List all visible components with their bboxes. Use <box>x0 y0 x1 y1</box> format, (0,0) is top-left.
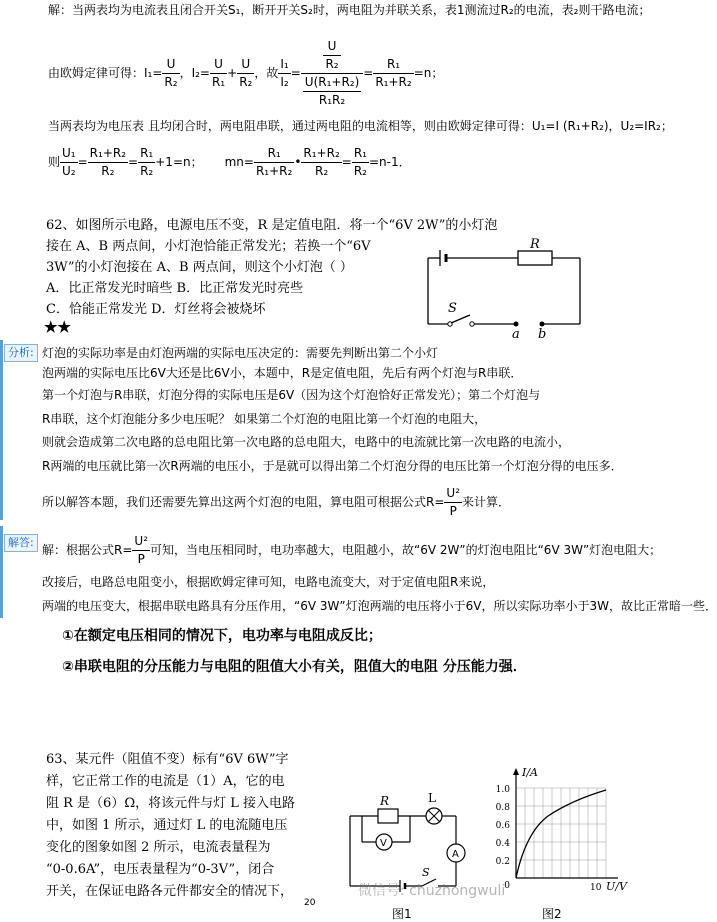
solution-line-3: 当两表均为电压表 且均闭合时，两电阻串联，通过两电阻的电流相等，则由欧姆定律可得：U₁=I (R₁+R₂)，U₂=IR₂； <box>48 119 673 133</box>
terminal-a-label: a <box>512 327 520 342</box>
frac-num: U² <box>132 533 150 551</box>
resistor-label: R <box>530 237 540 252</box>
q63-line-4: 中，如图 1 所示，通过灯 L 的电流随电压 <box>46 818 288 833</box>
analysis-label: 分析: <box>4 344 38 362</box>
eq-sign: = <box>290 65 301 80</box>
summary-point-1: ①在额定电压相同的情况下，电功率与电阻成反比； <box>62 628 382 644</box>
eq-sign-4: = <box>128 154 139 169</box>
q63-line-1: 63、某元件（阻值不变）标有“6V 6W”字 <box>46 752 289 767</box>
eq-n: =n； <box>413 65 444 80</box>
analysis-last-post: 来计算． <box>462 494 511 509</box>
frac-den: R₂ <box>353 163 367 178</box>
wechat-watermark: 微信号: chuzhongwuli <box>358 883 506 899</box>
y-axis-arrow <box>513 768 519 775</box>
frac-num: U₁ <box>60 145 78 163</box>
q62-option-cd: C．恰能正常发光 D．灯丝将会被烧坏 <box>46 302 266 317</box>
mn-text: mn= <box>224 154 254 169</box>
frac-den: R₂ <box>140 163 154 178</box>
fraction-g3 <box>352 145 369 180</box>
eq-sign-2: = <box>363 65 374 80</box>
page-number: 20 <box>304 898 316 908</box>
summary-point-2: ②串联电阻的分压能力与电阻的阻值大小有关，阻值大的电阻 分压能力强． <box>62 659 527 675</box>
frac-num: U <box>162 56 179 74</box>
fraction-f3 <box>138 145 155 180</box>
switch-contact <box>470 322 474 326</box>
answer-bar <box>0 526 3 618</box>
switch-label: S <box>448 301 457 316</box>
frac-den: R₂ <box>325 56 339 71</box>
resistor-r <box>378 809 398 823</box>
frac-den: I₂ <box>280 74 289 89</box>
q62-line-1: 62、如图所示电路，电源电压不变，R 是定值电阻．将一个“6V 2W”的小灯泡 <box>46 218 498 233</box>
switch-blade <box>451 315 470 323</box>
answer-line-2: 改接后，电路总电阻变小，根据欧姆定律可知，电路电流变大，对于定值电阻R来说， <box>42 575 495 589</box>
fraction-compound <box>301 38 364 109</box>
fraction-i1 <box>162 56 179 91</box>
q63-line-5: 变化的图象如图 2 所示，电流表量程为 <box>46 840 271 855</box>
grid <box>516 788 606 878</box>
y-tick-label: 0.2 <box>495 857 510 867</box>
i2-text: ，I₂= <box>179 65 210 80</box>
frac-num: U <box>323 38 340 56</box>
figure2-caption: 图2 <box>542 907 562 921</box>
fraction-g2 <box>301 145 341 180</box>
q62-line-3: 3W”的小灯泡接在 A、B 两点间，则这个小灯泡（ ） <box>46 260 353 275</box>
inner-frac-top <box>323 38 340 73</box>
fraction-u <box>60 145 78 180</box>
q63-line-3: 阻 R 是（6）Ω，将该元件与灯 L 接入电路 <box>46 796 295 811</box>
y-tick-label: 0.8 <box>495 803 510 813</box>
frac-den: R₂ <box>164 74 178 89</box>
frac-num: R₁ <box>373 56 413 74</box>
q63-line-2: 样，它正常工作的电流是（1）A，它的电 <box>46 774 285 789</box>
frac-num: R₁ <box>254 145 294 163</box>
frac-num: U(R₁+R₂) <box>303 74 362 92</box>
frac-num: R₁ <box>138 145 155 163</box>
frac-den: P <box>137 551 145 566</box>
q62-line-2: 接在 A、B 两点间，小灯泡恰能正常发光；若换一个“6V <box>46 239 371 254</box>
voltmeter-label: V <box>380 838 387 849</box>
frac-den: U₂ <box>62 163 76 178</box>
q63-line-6: “0-0.6A”，电压表量程为“0-3V”，闭合 <box>46 862 275 877</box>
fraction-f2 <box>88 145 128 180</box>
figure1-caption: 图1 <box>392 907 412 921</box>
ammeter-label: A <box>452 849 459 860</box>
analysis-line-4: R串联，这个灯泡能分多少电压呢？ 如果第二个灯泡的电阻比第一个灯泡的电阻大， <box>42 412 487 426</box>
fraction-answer-u2-p <box>132 533 150 568</box>
eq-n1: =n-1． <box>368 154 411 169</box>
plus-one-n: +1=n； <box>155 154 203 169</box>
frac-den: R₂ <box>315 163 329 178</box>
eq-sign-3: = <box>77 154 88 169</box>
frac-num: R₁ <box>352 145 369 163</box>
origin-label: 0 <box>504 881 510 891</box>
answer-line-1 <box>42 528 661 572</box>
q62-option-ab: A．比正常发光时暗些 B．比正常发光时亮些 <box>46 281 304 296</box>
fraction-u2-p <box>444 485 462 520</box>
analysis-line-1: 灯泡的实际功率是由灯泡两端的实际电压决定的：需要先判断出第二个小灯 <box>42 346 439 360</box>
dot-sign: • <box>294 154 302 169</box>
y-axis-label: I/A <box>522 766 538 779</box>
frac-den: R₁R₂ <box>318 92 346 107</box>
frac-den: R₁ <box>211 74 226 89</box>
q63-figure1-circuit <box>338 790 478 922</box>
ohm-prefix: 由欧姆定律可得：I₁= <box>48 65 163 80</box>
y-tick-label: 0.4 <box>495 839 510 849</box>
frac-num: R₁+R₂ <box>301 145 341 163</box>
terminal-b-label: b <box>538 327 547 342</box>
resistor-label: R <box>380 794 390 808</box>
terminal-a <box>514 322 519 327</box>
voltage-formula-row <box>48 138 411 186</box>
resistor-r <box>518 251 552 265</box>
y-tick-label: 0.6 <box>495 821 510 831</box>
frac-num: U <box>210 56 227 74</box>
frac-den: R₁+R₂ <box>375 74 412 89</box>
lamp-label: L <box>428 791 436 805</box>
frac-den: R₂ <box>239 74 253 89</box>
x-tick-label: 10 <box>590 883 602 893</box>
analysis-last-pre: 所以解答本题，我们还需要先算出这两个灯泡的电阻，算电阻可根据公式R= <box>42 494 445 509</box>
frac-num: I₁ <box>278 56 290 74</box>
ze-text: 则 <box>48 154 61 169</box>
compound-num <box>301 38 364 74</box>
answer-line-3: 两端的电压变大，根据串联电路具有分压作用，“6V 3W”灯泡两端的电压将小于6V，所以实际功率小于3W，故比正常暗一些． <box>42 599 717 613</box>
compound-den <box>301 74 364 109</box>
fraction-r <box>373 56 413 91</box>
gu-text: ，故 <box>254 65 279 80</box>
fraction-i2a <box>210 56 227 91</box>
answer-l1-pre: 解：根据公式R= <box>42 542 133 557</box>
frac-num: U <box>237 56 254 74</box>
frac-den: R₂ <box>101 163 115 178</box>
fraction-g1 <box>254 145 294 180</box>
inner-frac-bottom <box>303 74 362 109</box>
analysis-line-7 <box>42 482 510 522</box>
analysis-line-5: 则就会造成第二次电路的总电阻比第一次电路的总电阻大，电路中的电流就比第一次电路的电流小， <box>42 435 571 449</box>
solution-line-1: 解：当两表均为电流表且闭合开关S₁，断开开关S₂时，两电阻为并联关系，表1测流过R₂的电流，表₂则干路电流； <box>48 3 651 17</box>
frac-den: P <box>449 503 457 518</box>
frac-num: U² <box>444 485 462 503</box>
q63-line-7: 开关，在保证电路各元件都安全的情况下， <box>46 884 294 899</box>
frac-num: R₁+R₂ <box>88 145 128 163</box>
analysis-bar <box>0 340 3 520</box>
analysis-line-2: 泡两端的实际电压比6V大还是比6V小，本题中，R是定值电阻，先后有两个灯泡与R串联． <box>42 366 523 380</box>
ohm-formula-row <box>48 28 443 118</box>
y-tick-label: 1.0 <box>495 785 510 795</box>
plus-sign: + <box>227 65 238 80</box>
answer-label: 解答: <box>4 534 38 552</box>
answer-l1-post: 可知，当电压相同时，电功率越大，电阻越小，故“6V 2W”的灯泡电阻比“6V 3W”灯泡电阻大； <box>150 542 662 557</box>
eq-sign-5: = <box>341 154 352 169</box>
difficulty-stars: ★★ <box>44 318 71 336</box>
analysis-line-3: 第一个灯泡与R串联，灯泡分得的实际电压是6V（因为这个灯泡恰好正常发光）；第二个灯泡与 <box>42 388 541 402</box>
fraction-i2b <box>237 56 254 91</box>
frac-den: R₁+R₂ <box>255 163 293 178</box>
analysis-line-6: R两端的电压就比第一次R两端的电压小，于是就可以得出第二个灯泡分得的电压比第一个灯泡分得的电压多． <box>42 459 623 473</box>
switch-label: S <box>422 866 430 879</box>
q63-figure2-graph <box>486 766 628 922</box>
q62-circuit-diagram <box>418 236 600 342</box>
fraction-ratio <box>278 56 290 91</box>
x-axis-label: U/V <box>606 880 627 893</box>
